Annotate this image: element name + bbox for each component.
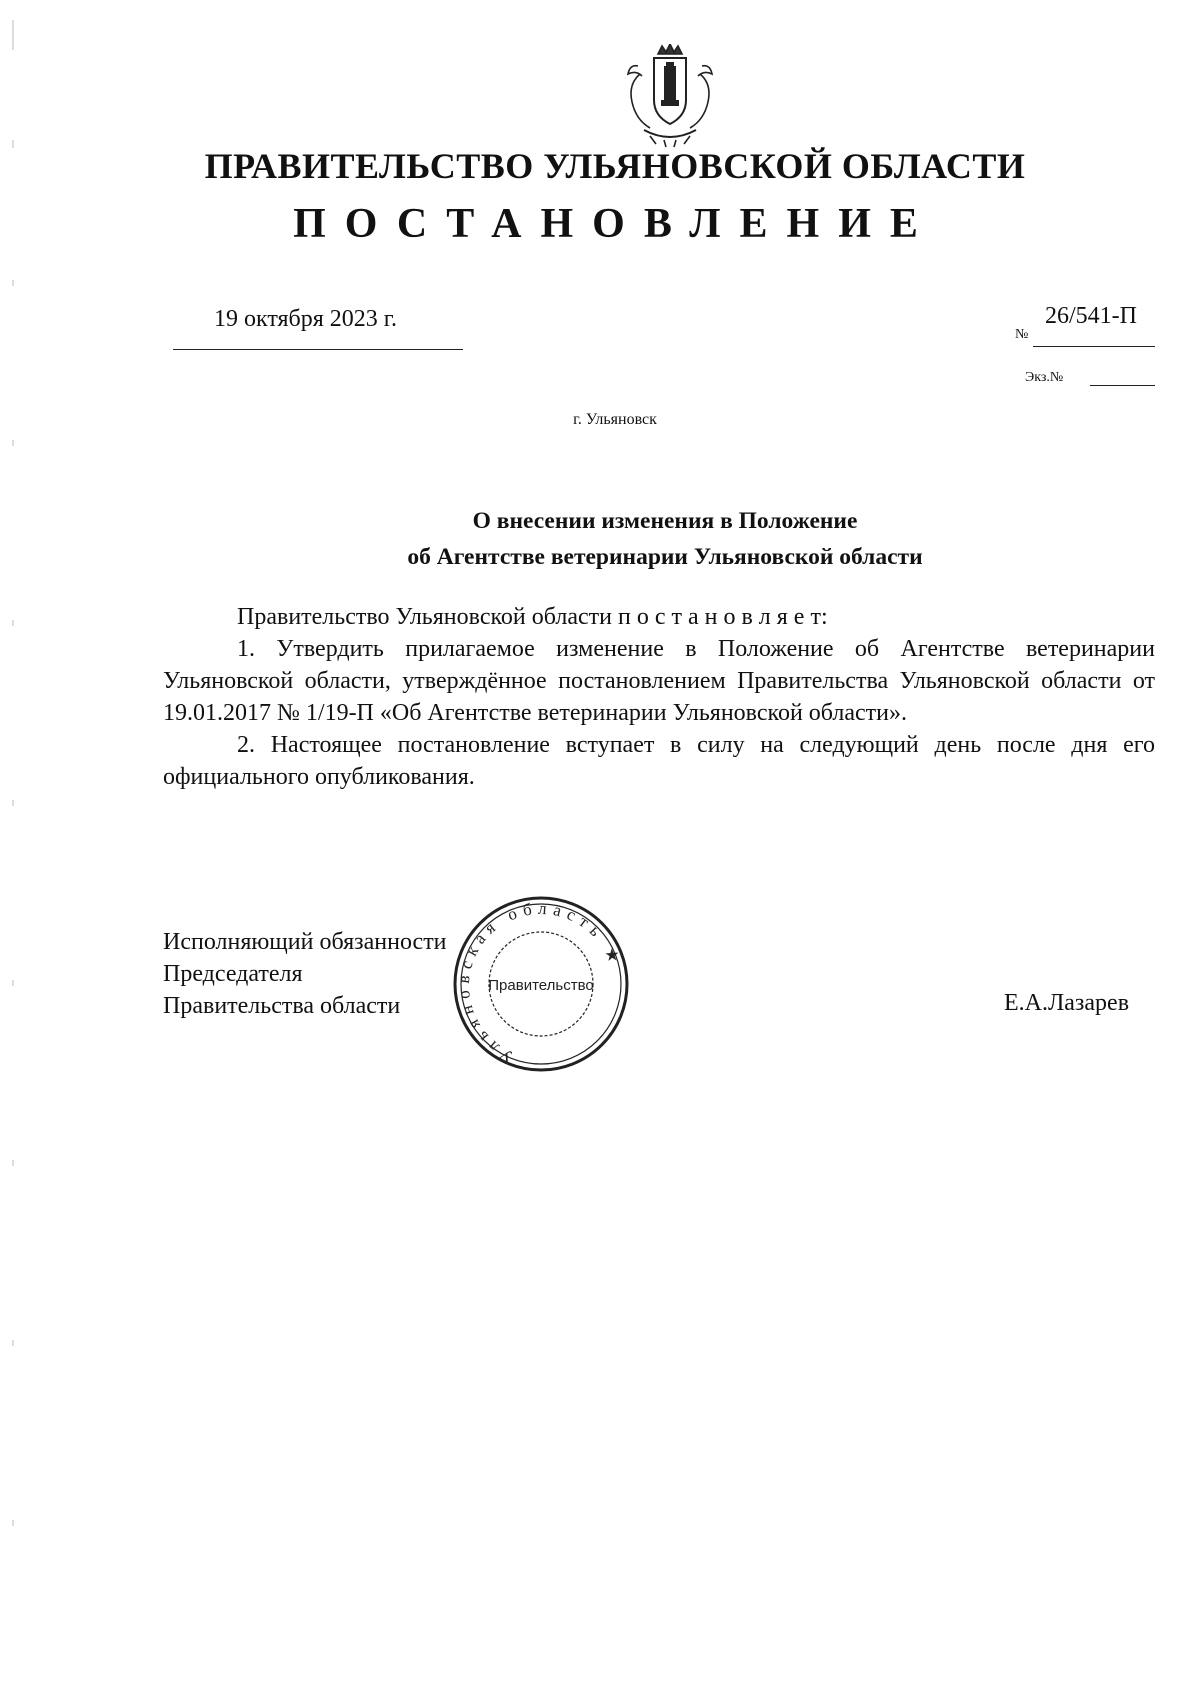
signer-position-line-3: Правительства области xyxy=(163,993,401,1019)
document-subject xyxy=(0,503,1200,575)
subject-line-1: О внесении изменения в Положение xyxy=(472,508,858,534)
document-number: 26/541-П xyxy=(1045,303,1137,329)
signer-position-line-1: Исполняющий обязанности xyxy=(163,929,447,955)
item-1-paragraph: 1. Утвердить прилагаемое изменение в Положение об Агентстве ветеринарии Ульяновской области, утверждённое постановлением Правительства Ульяновской области от 19.01.2017 № 1/19-П «Об Агентстве ветеринарии Ульяновской области». xyxy=(163,636,1155,726)
government-title: ПРАВИТЕЛЬСТВО УЛЬЯНОВСКОЙ ОБЛАСТИ xyxy=(204,146,1026,186)
copy-number-label: Экз.№ xyxy=(1025,370,1064,385)
copy-number-underline xyxy=(1090,385,1155,386)
signer-name: Е.А.Лазарев xyxy=(1004,990,1130,1016)
preamble-paragraph: Правительство Ульяновской области п о с т а н о в л я е т: xyxy=(237,604,828,630)
scan-margin-marks xyxy=(10,20,16,1680)
signer-position xyxy=(163,926,447,1022)
date-underline xyxy=(173,349,463,350)
document-date: 19 октября 2023 г. xyxy=(214,306,397,332)
city-line: г. Ульяновск xyxy=(573,411,657,428)
item-2-paragraph: 2. Настоящее постановление вступает в силу на следующий день после дня его официального опубликования. xyxy=(163,732,1155,790)
coat-of-arms-icon xyxy=(620,44,720,148)
subject-line-2: об Агентстве ветеринарии Ульяновской области xyxy=(407,544,923,570)
svg-text:Ульяновская область ★: Ульяновская область ★ xyxy=(453,898,626,1067)
document-body xyxy=(163,601,1155,793)
number-underline xyxy=(1033,346,1155,347)
number-sign: № xyxy=(1015,327,1029,342)
seal-center-text: Правительство xyxy=(488,977,594,994)
official-seal-icon xyxy=(452,894,630,1074)
document-type-title: ПОСТАНОВЛЕНИЕ xyxy=(293,201,937,247)
signer-position-line-2: Председателя xyxy=(163,961,303,987)
